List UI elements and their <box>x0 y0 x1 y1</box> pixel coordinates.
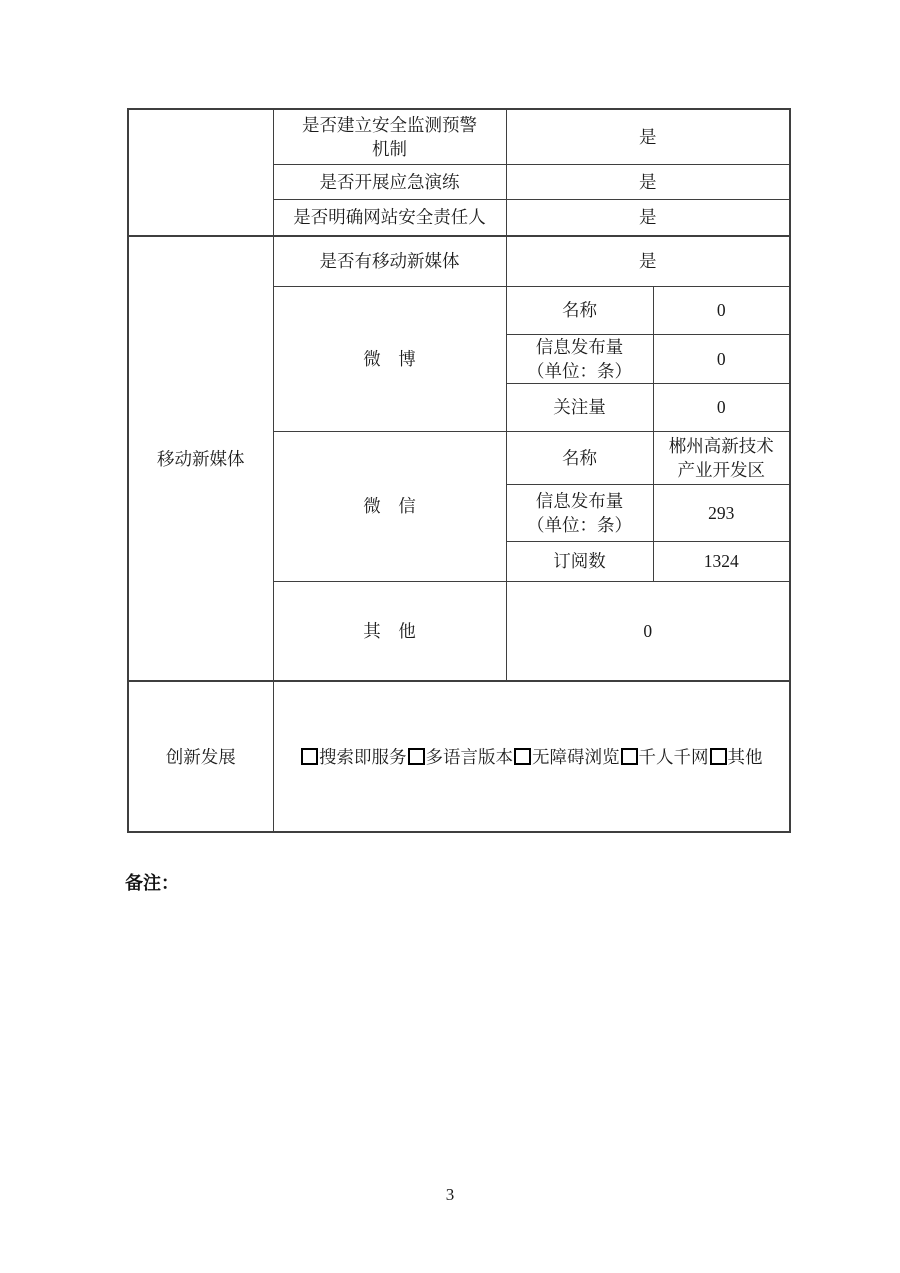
weibo-posts-label-line2: （单位：条） <box>527 360 632 381</box>
weibo-followers-value-cell: 0 <box>653 383 790 431</box>
weibo-name-value-cell: 0 <box>653 286 790 334</box>
wechat-name-value-line2: 产业开发区 <box>677 459 765 480</box>
wechat-label-cell: 微 信 <box>273 431 506 581</box>
innovation-option <box>620 747 709 767</box>
wechat-name-label-cell: 名称 <box>506 431 653 484</box>
innovation-option-label: 多语言版本 <box>425 746 513 767</box>
wechat-posts-label-line1: 信息发布量 <box>535 490 624 511</box>
checkbox-icon <box>514 748 531 765</box>
table-row <box>128 236 790 286</box>
weibo-posts-value-cell: 0 <box>653 334 790 383</box>
wechat-name-value-line1: 郴州高新技术 <box>668 435 774 456</box>
wechat-posts-label-cell <box>506 484 653 541</box>
checkbox-icon <box>408 748 425 765</box>
security-monitoring-value-cell: 是 <box>506 109 790 164</box>
wechat-subscribers-value-cell: 1324 <box>653 541 790 581</box>
innovation-option <box>300 747 407 767</box>
security-drill-value-cell: 是 <box>506 164 790 199</box>
wechat-posts-label-line2: （单位：条） <box>527 514 632 535</box>
notes-label: 备注： <box>125 873 179 893</box>
weibo-posts-label-line1: 信息发布量 <box>535 336 624 357</box>
checkbox-icon <box>710 748 727 765</box>
table-row <box>128 681 790 832</box>
other-media-value-cell: 0 <box>506 581 790 681</box>
page-number: 3 <box>445 1185 455 1204</box>
innovation-option <box>513 747 620 767</box>
security-monitoring-label-cell <box>273 109 506 164</box>
security-responsible-label-cell: 是否明确网站安全责任人 <box>273 199 506 236</box>
security-monitoring-label-line2: 机制 <box>372 138 407 159</box>
innovation-options-cell <box>273 681 790 832</box>
table-row <box>128 109 790 164</box>
checkbox-icon <box>621 748 638 765</box>
wechat-subscribers-label-cell: 订阅数 <box>506 541 653 581</box>
weibo-followers-label-cell: 关注量 <box>506 383 653 431</box>
innovation-group-cell: 创新发展 <box>128 681 273 832</box>
checkbox-icon <box>301 748 318 765</box>
has-mobile-value-cell: 是 <box>506 236 790 286</box>
innovation-option-label: 千人千网 <box>638 746 709 767</box>
security-drill-label-cell: 是否开展应急演练 <box>273 164 506 199</box>
wechat-posts-value-cell: 293 <box>653 484 790 541</box>
security-responsible-value-cell: 是 <box>506 199 790 236</box>
weibo-name-label-cell: 名称 <box>506 286 653 334</box>
weibo-label-cell: 微 博 <box>273 286 506 431</box>
has-mobile-label-cell: 是否有移动新媒体 <box>273 236 506 286</box>
annual-report-table <box>127 108 791 833</box>
innovation-option <box>407 747 514 767</box>
innovation-option-label: 无障碍浏览 <box>532 746 620 767</box>
wechat-name-value-cell <box>653 431 790 484</box>
weibo-posts-label-cell <box>506 334 653 383</box>
security-group-cell <box>128 109 273 236</box>
mobile-media-group-cell: 移动新媒体 <box>128 236 273 681</box>
other-media-label-cell: 其 他 <box>273 581 506 681</box>
innovation-option <box>709 747 763 767</box>
innovation-option-label: 搜索即服务 <box>319 746 407 767</box>
innovation-option-label: 其他 <box>727 746 763 767</box>
security-monitoring-label-line1: 是否建立安全监测预警 <box>302 114 477 135</box>
